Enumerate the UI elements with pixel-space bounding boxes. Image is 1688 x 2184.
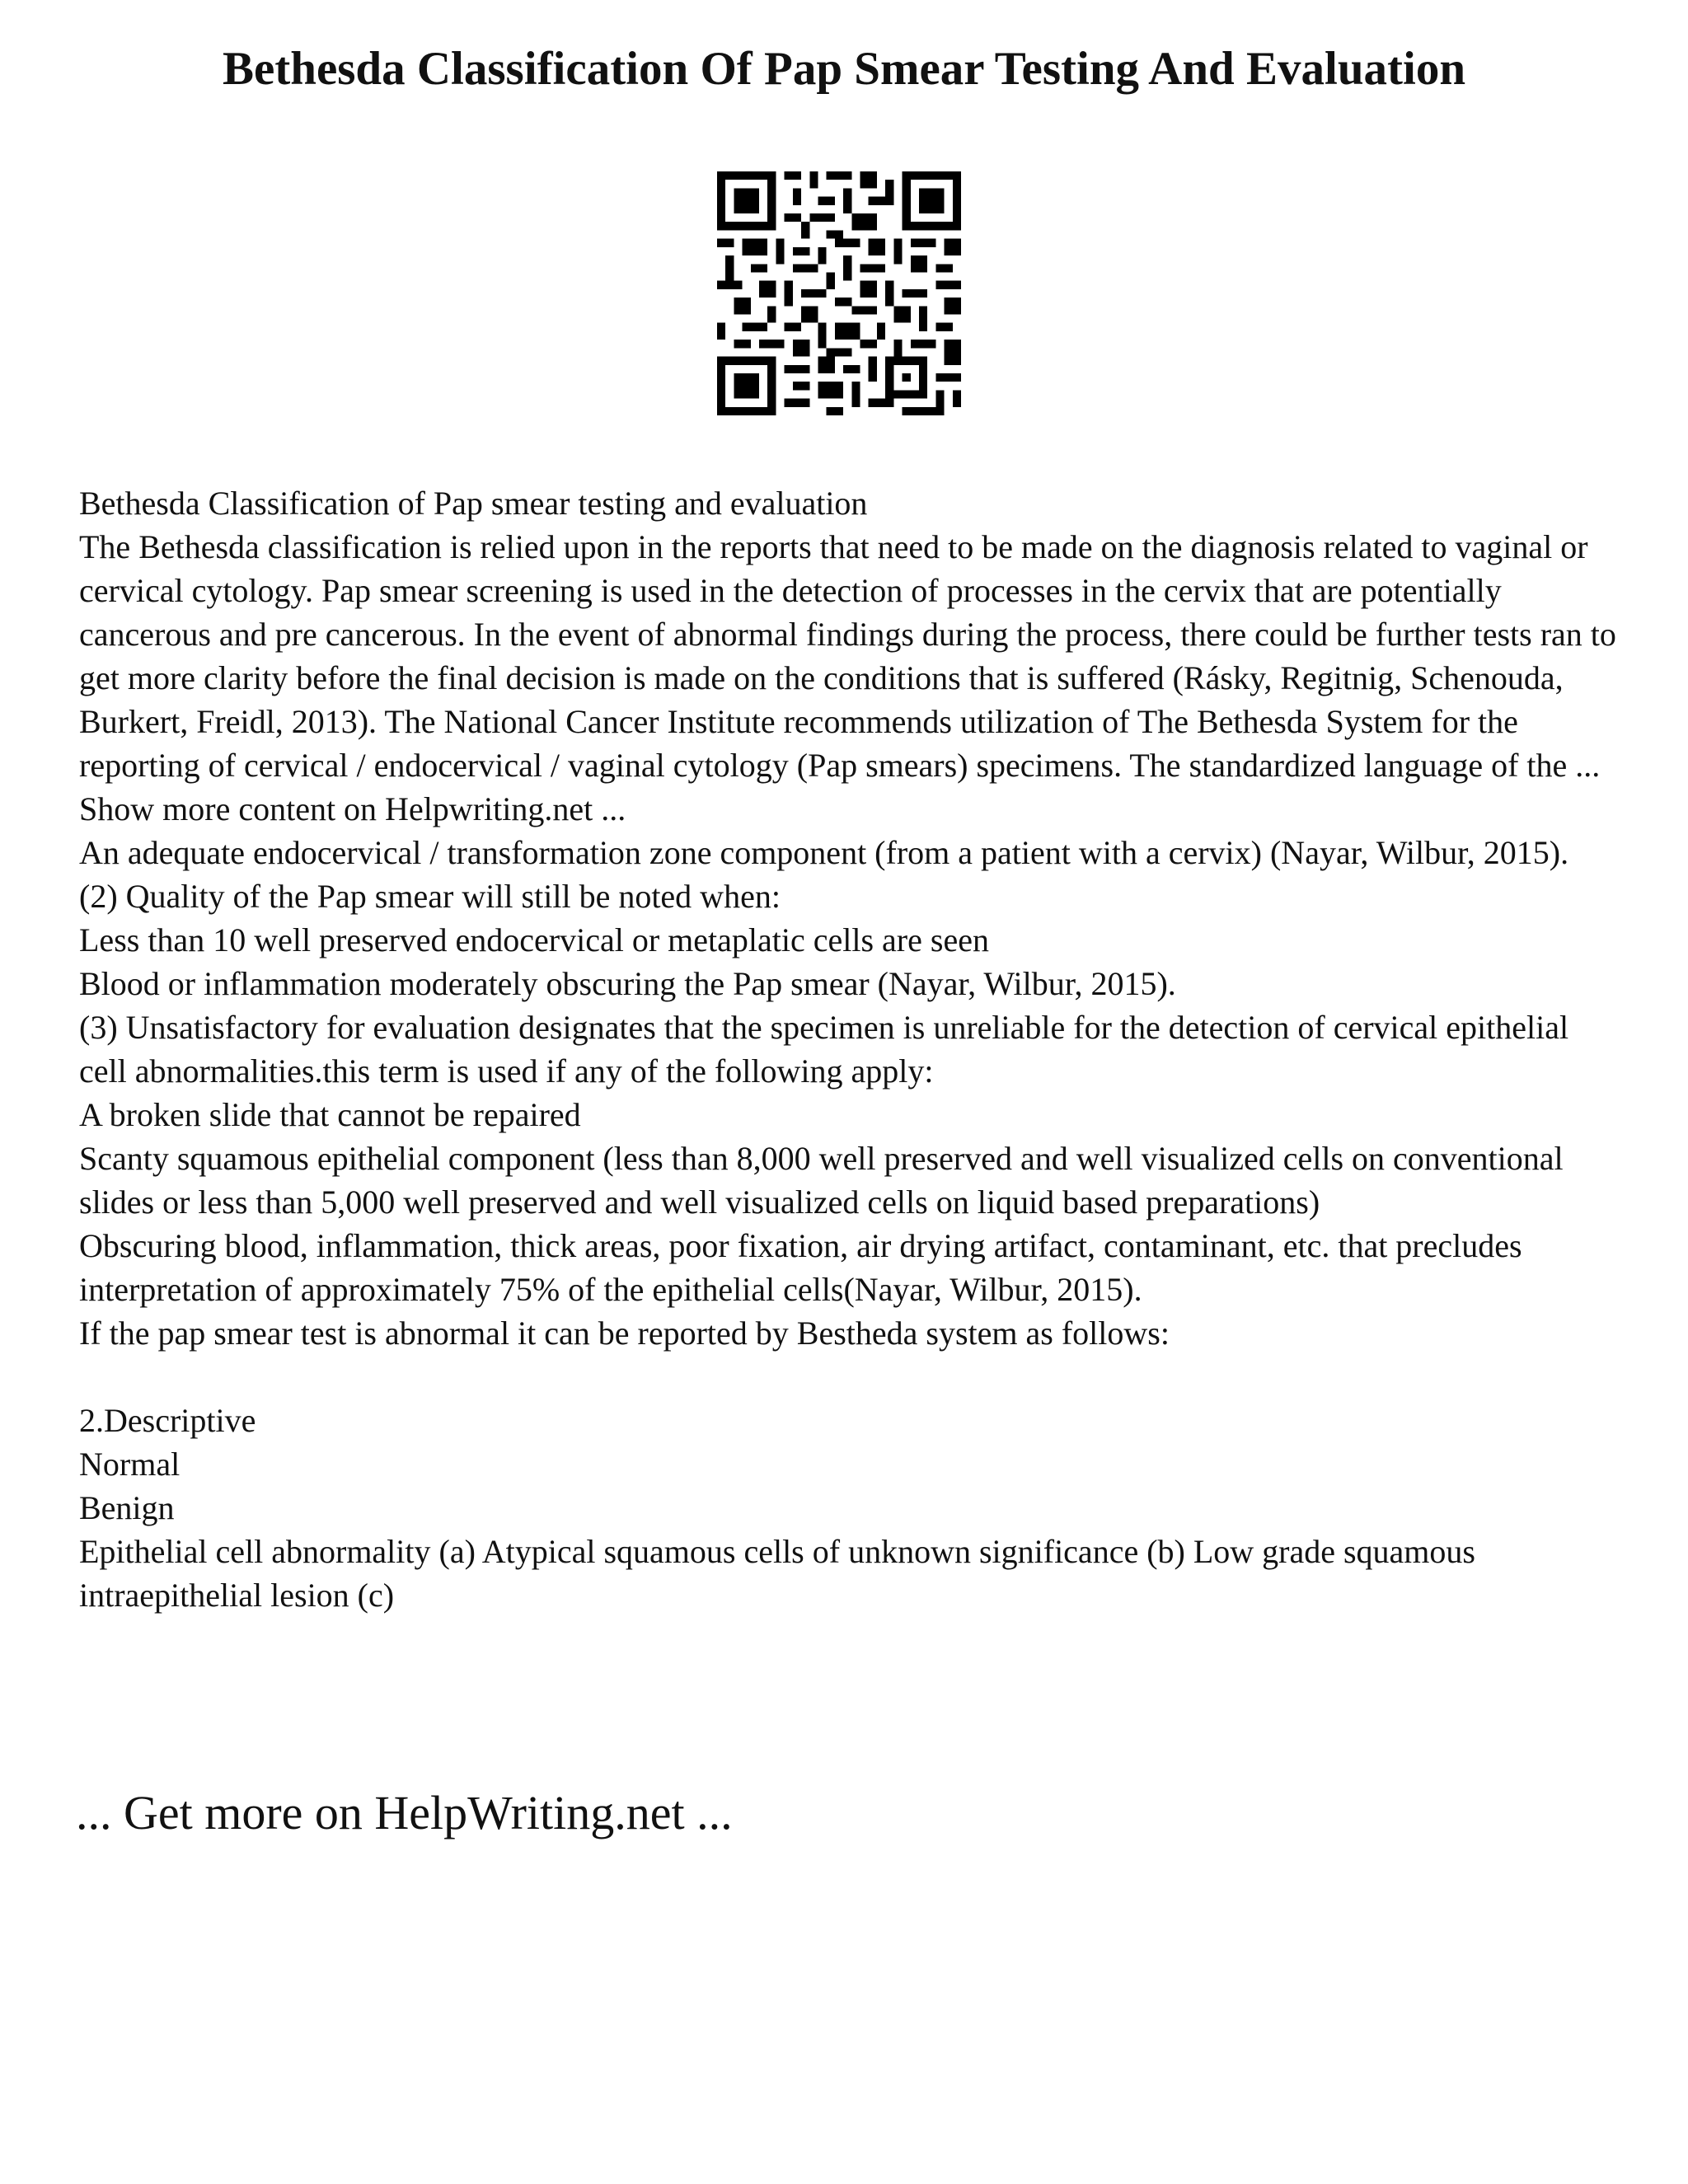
paragraph-spacer [79,1355,1620,1399]
qr-code-icon[interactable] [717,171,961,415]
body-paragraph: Less than 10 well preserved endocervical or metaplatic cells are seen [79,921,989,958]
body-paragraph: (2) Quality of the Pap smear will still be noted when: [79,878,781,915]
body-paragraph: 2.Descriptive [79,1402,256,1439]
document-body [79,481,1620,1617]
document-title: Bethesda Classification Of Pap Smear Testing And Evaluation [222,43,1466,95]
body-paragraph: Normal [79,1446,181,1483]
body-paragraph: (3) Unsatisfactory for evaluation designates that the specimen is unreliable for the detection of cervical epithelial cell abnormalities.this term is used if any of the following apply: [79,1009,1569,1090]
body-paragraph: Scanty squamous epithelial component (less than 8,000 well preserved and well visualized cells on conventional slides or less than 5,000 well preserved and well visualized cells on liquid based preparations) [79,1140,1564,1221]
body-paragraph: Benign [79,1489,175,1526]
body-paragraph: The Bethesda classification is relied upon in the reports that need to be made on the diagnosis related to vaginal or cervical cytology. Pap smear screening is used in the detection of processes in the cervix that are potentially cancerous and pre cancerous. In the event of abnormal findings during the process, there could be further tests ran to get more clarity before the final decision is made on the conditions that is suffered (Rásky, Regitnig, Schenouda, Burkert, Freidl, 2013). The National Cancer Institute recommends utilization of The Bethesda System for the reporting of cervical / endocervical / vaginal cytology (Pap smears) specimens. The standardized language of the ... Show more content on Helpwriting.net ... [79,528,1616,827]
body-paragraph: An adequate endocervical / transformation zone component (from a patient with a cervix) (Nayar, Wilbur, 2015). [79,834,1569,871]
body-paragraph: Obscuring blood, inflammation, thick areas, poor fixation, air drying artifact, contaminant, etc. that precludes interpretation of approximately 75% of the epithelial cells(Nayar, Wilbur, 2015). [79,1227,1522,1308]
body-paragraph: A broken slide that cannot be repaired [79,1096,581,1133]
body-paragraph: Epithelial cell abnormality (a) Atypical squamous cells of unknown significance (b) Low grade squamous intraepithelial lesion (c) [79,1533,1475,1614]
body-paragraph: Blood or inflammation moderately obscuring the Pap smear (Nayar, Wilbur, 2015). [79,965,1176,1002]
body-paragraph: If the pap smear test is abnormal it can be reported by Bestheda system as follows: [79,1315,1170,1352]
get-more-link[interactable]: ... Get more on HelpWriting.net ... [76,1786,733,1840]
body-paragraph: Bethesda Classification of Pap smear testing and evaluation [79,485,868,522]
